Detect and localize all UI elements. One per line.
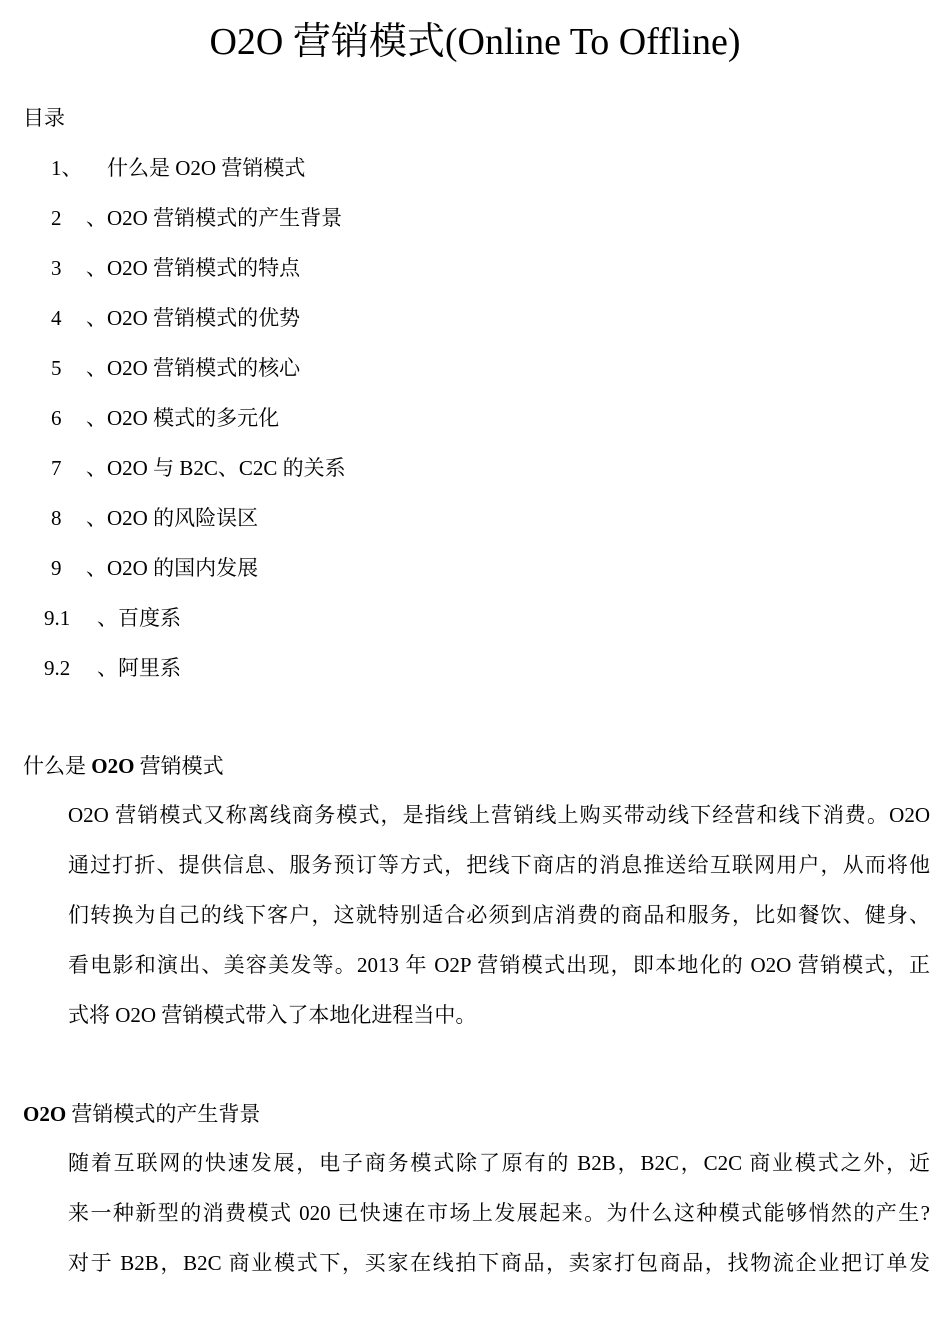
toc-item-label: 、阿里系	[97, 656, 181, 680]
toc-heading: 目录	[23, 106, 65, 130]
toc-item-number: 7	[51, 456, 62, 480]
toc-item	[0, 204, 600, 254]
section-heading	[23, 752, 224, 780]
toc-item	[0, 404, 600, 454]
toc-item-label: 、百度系	[97, 606, 181, 630]
paragraph-line: 式将 O2O 营销模式带入了本地化进程当中。	[68, 1003, 477, 1027]
toc-item-label: 、O2O 营销模式的优势	[86, 306, 301, 330]
section-heading-prefix: 什么是	[23, 754, 92, 778]
toc-item	[0, 254, 600, 304]
toc-item-number: 6	[51, 406, 62, 430]
toc-item-number: 1、	[51, 156, 83, 180]
toc-item	[0, 504, 600, 554]
toc-item-number: 4	[51, 306, 62, 330]
section-paragraph	[68, 790, 930, 1040]
toc-item	[0, 604, 600, 654]
paragraph-line: 们转换为自己的线下客户，这就特别适合必须到店消费的商品和服务，比如餐饮、健身、	[68, 903, 930, 927]
toc-item-number: 5	[51, 356, 62, 380]
paragraph-line: 来一种新型的消费模式 020 已快速在市场上发展起来。为什么这种模式能够悄然的产生?	[68, 1201, 930, 1225]
toc-item	[0, 154, 600, 204]
section-paragraph	[68, 1138, 930, 1288]
toc-item-number: 3	[51, 256, 62, 280]
toc-item-number: 9.1	[44, 606, 71, 630]
section-heading-bold: O2O	[23, 1102, 67, 1126]
toc-item-number: 2	[51, 206, 62, 230]
section-heading-suffix: 营销模式的产生背景	[66, 1102, 261, 1126]
section-heading-suffix: 营销模式	[134, 754, 224, 778]
toc-item-label: 什么是 O2O 营销模式	[107, 156, 306, 180]
document-title: O2O 营销模式(Online To Offline)	[209, 21, 741, 63]
toc-item-label: 、O2O 营销模式的核心	[86, 356, 301, 380]
toc-item	[0, 304, 600, 354]
section-heading	[23, 1100, 260, 1128]
toc-item-label: 、O2O 模式的多元化	[86, 406, 280, 430]
toc-item	[0, 554, 600, 604]
toc-item	[0, 654, 600, 704]
toc-item-label: 、O2O 营销模式的产生背景	[86, 206, 343, 230]
toc-item-number: 9	[51, 556, 62, 580]
paragraph-line: 看电影和演出、美容美发等。2013 年 O2P 营销模式出现，即本地化的 O2O 营销模式，正	[68, 953, 930, 977]
table-of-contents	[0, 154, 600, 704]
toc-item	[0, 454, 600, 504]
toc-item-number: 8	[51, 506, 62, 530]
toc-item	[0, 354, 600, 404]
paragraph-line: O2O 营销模式又称离线商务模式，是指线上营销线上购买带动线下经营和线下消费。O2O	[68, 803, 930, 827]
paragraph-line: 对于 B2B，B2C 商业模式下，买家在线拍下商品，卖家打包商品，找物流企业把订单发	[68, 1251, 930, 1275]
paragraph-line: 随着互联网的快速发展，电子商务模式除了原有的 B2B，B2C，C2C 商业模式之外，近	[68, 1151, 930, 1175]
toc-item-label: 、O2O 营销模式的特点	[86, 256, 301, 280]
toc-item-label: 、O2O 的风险误区	[86, 506, 259, 530]
toc-item-number: 9.2	[44, 656, 71, 680]
toc-item-label: 、O2O 的国内发展	[86, 556, 259, 580]
section-heading-bold: O2O	[91, 754, 135, 778]
paragraph-line: 通过打折、提供信息、服务预订等方式，把线下商店的消息推送给互联网用户，从而将他	[68, 853, 930, 877]
toc-item-label: 、O2O 与 B2C、C2C 的关系	[86, 456, 346, 480]
